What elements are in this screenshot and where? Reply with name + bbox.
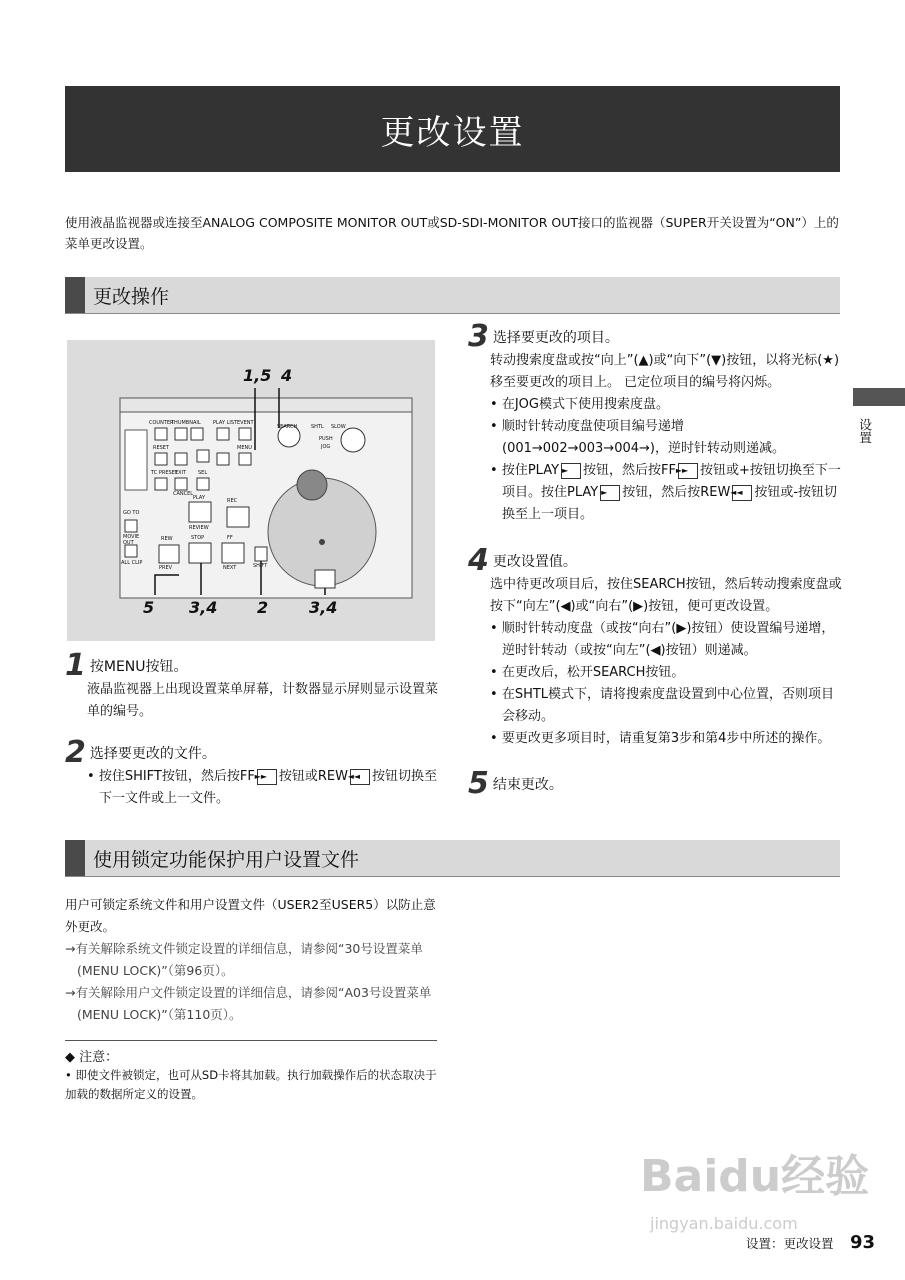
callout-3-4-a: 3,4 [189, 598, 218, 617]
section-marker [65, 840, 85, 876]
section-marker [65, 277, 85, 313]
bullet-item: • 按住SHIFT按钮，然后按FF►► 按钮或REW◄◄ 按钮切换至下一文件或上一文件。 [87, 769, 437, 806]
control-panel-illustration [67, 340, 435, 641]
step-3 [468, 319, 843, 526]
note-title: ◆ 注意： [65, 1050, 119, 1065]
bullet-item: • 在JOG模式下使用搜索度盘。 [490, 397, 669, 412]
label-shtl: SHTL [311, 424, 324, 430]
callout-3-4-b: 3,4 [309, 598, 338, 617]
callout-4: 4 [281, 366, 293, 385]
reference-link-a03: →有关解除用户文件锁定设置的详细信息，请参阅“A03号设置菜单(MENU LOCK)”（第110页）。 [65, 985, 432, 1022]
label-push: PUSH [319, 436, 333, 442]
step-number: 5 [468, 766, 489, 801]
ff-button-icon: ►► [678, 463, 698, 479]
label-slow: SLOW [331, 424, 346, 430]
step-body: 转动搜索度盘或按“向上”(▲)或“向下”(▼)按钮，以将光标(★)移至要更改的项目上。 已定位项目的编号将闪烁。 [490, 353, 840, 390]
label-tc-preset: TC PRESET [151, 470, 178, 476]
label-play: PLAY [193, 495, 206, 501]
bullet-item: • 在SHTL模式下，请将搜索度盘设置到中心位置，否则项目会移动。 [490, 687, 835, 724]
label-go-to: GO TO [123, 510, 140, 516]
label-rew: REW [161, 536, 173, 542]
side-tab-label: 设置 [856, 418, 871, 444]
label-menu: MENU [237, 445, 252, 451]
step-1 [65, 648, 440, 723]
step-2 [65, 735, 440, 810]
step-title: 更改设置值。 [492, 554, 577, 570]
label-play-list: PLAY LIST [213, 420, 238, 426]
intro-text: 使用液晶监视器或连接至ANALOG COMPOSITE MONITOR OUT或SD-SDI-MONITOR OUT接口的监视器（SUPER开关设置为“ON”）上的菜单更改设置。 [65, 215, 839, 251]
baidu-watermark-logo: Baidu经验 [640, 1151, 870, 1202]
step-number: 4 [468, 543, 489, 578]
rew-button-icon: ◄◄ [350, 769, 370, 785]
lock-section-body [65, 894, 440, 1026]
play-button-icon: ► [600, 485, 620, 501]
step-number: 1 [65, 648, 86, 683]
step-body: 选中待更改项目后，按住SEARCH按钮，然后转动搜索度盘或按下“向左”(◀)或“向右”(▶)按钮，便可更改设置。 [490, 577, 842, 614]
label-sel: SEL [198, 470, 208, 476]
section-divider [65, 876, 840, 877]
callout-5: 5 [143, 598, 155, 617]
section-heading-text: 更改操作 [93, 285, 170, 308]
lock-description: 用户可锁定系统文件和用户设置文件（USER2至USER5）以防止意外更改。 [65, 897, 436, 934]
bullet-item: • 按住PLAY ► 按钮，然后按FF►► 按钮或+按钮切换至下一项目。按住PLAY ► 按钮，然后按REW◄◄ 按钮或-按钮切换至上一项目。 [490, 463, 841, 522]
bullet-item: • 在更改后，松开SEARCH按钮。 [490, 665, 685, 680]
control-panel-figure [67, 340, 435, 641]
label-stop: STOP [191, 535, 205, 541]
label-cancel: CANCEL [173, 491, 194, 497]
baidu-watermark-url: jingyan.baidu.com [650, 1214, 798, 1233]
bullet-item: • 要更改更多项目时，请重复第3步和第4步中所述的操作。 [490, 731, 831, 746]
label-out: OUT [123, 540, 134, 546]
step-title: 按MENU按钮。 [89, 659, 188, 675]
step-body: 液晶监视器上出现设置菜单屏幕，计数器显示屏则显示设置菜单的编号。 [87, 682, 439, 719]
step-title: 选择要更改的项目。 [492, 330, 619, 346]
step-number: 3 [468, 319, 489, 354]
bullet-item: • 顺时针转动度盘（或按“向右”(▶)按钮）使设置编号递增，逆时针转动（或按“向左”(◀)按钮）则递减。 [490, 621, 835, 658]
section-heading-text: 使用锁定功能保护用户设置文件 [93, 848, 360, 871]
rew-button-icon: ◄◄ [732, 485, 752, 501]
step-title: 结束更改。 [492, 777, 563, 793]
section-heading-change-operation [65, 277, 840, 313]
label-next: NEXT [223, 565, 237, 571]
section-divider [65, 313, 840, 314]
callout-2: 2 [257, 598, 269, 617]
label-movie: MOVIE [123, 534, 140, 540]
label-thumbnail: THUMBNAIL [171, 420, 201, 426]
callout-1-5: 1,5 [243, 366, 272, 385]
footer-section-label: 设置：更改设置 [746, 1236, 834, 1251]
step-5 [468, 766, 843, 801]
note-text: • 即使文件被锁定，也可从SD卡将其加载。执行加载操作后的状态取决于加载的数据所定义的设置。 [65, 1068, 437, 1101]
step-title: 选择要更改的文件。 [89, 746, 216, 762]
label-event: EVENT [237, 420, 254, 426]
label-prev: PREV [159, 565, 173, 571]
label-all-clip: ALL CLIP [121, 560, 143, 566]
step-4 [468, 543, 843, 750]
play-button-icon: ► [561, 463, 581, 479]
label-rec: REC [227, 498, 238, 504]
note-divider [65, 1040, 437, 1041]
label-counter: COUNTER [149, 420, 174, 426]
reference-link-30: →有关解除系统文件锁定设置的详细信息，请参阅“30号设置菜单(MENU LOCK)”（第96页）。 [65, 941, 423, 978]
ff-button-icon: ►► [257, 769, 277, 785]
label-reset: RESET [153, 445, 170, 451]
side-tab-marker [853, 388, 905, 406]
label-shift: SHIFT [253, 563, 268, 569]
page-title: 更改设置 [65, 86, 840, 172]
page-number: 93 [850, 1232, 876, 1253]
bullet-item: • 顺时针转动度盘使项目编号递增 (001→002→003→004→)，逆时针转动则递减。 [490, 419, 785, 456]
label-review: REVIEW [189, 525, 209, 531]
label-search: SEARCH [277, 424, 298, 430]
section-heading-lock [65, 840, 840, 876]
step-number: 2 [65, 735, 86, 770]
label-jog: JOG [321, 444, 331, 450]
label-ff: FF [227, 535, 233, 541]
label-exit: EXIT [175, 470, 187, 476]
